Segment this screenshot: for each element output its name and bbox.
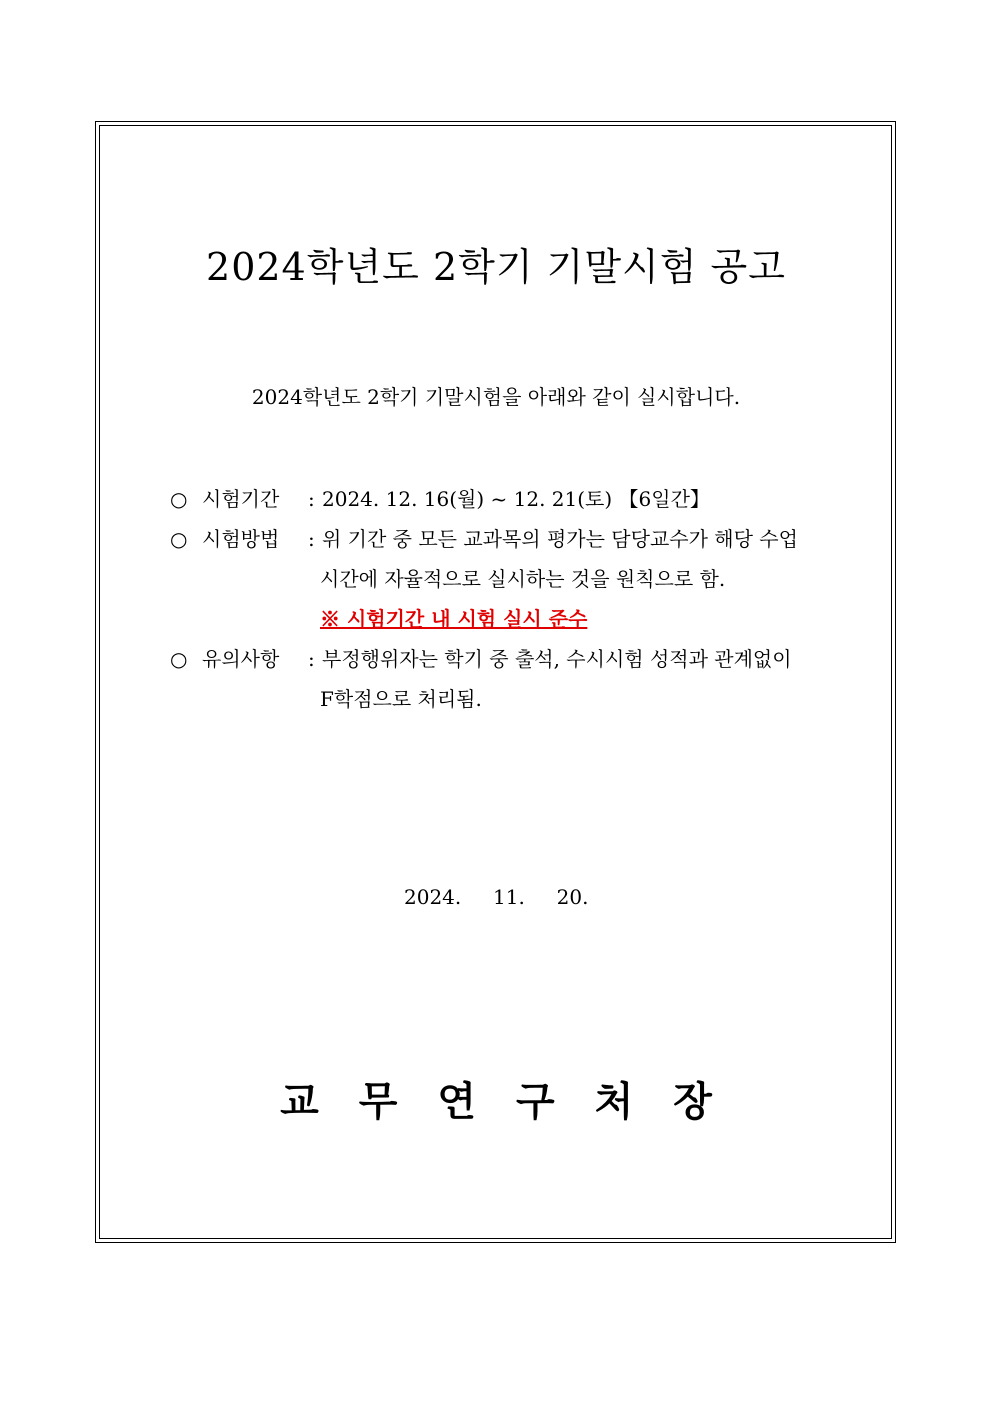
circle-bullet-icon: ○ bbox=[170, 527, 188, 551]
item-exam-method bbox=[170, 522, 890, 562]
item-colon: : bbox=[308, 487, 315, 511]
notice-items bbox=[170, 482, 890, 722]
notice-date: 2024. 11. 20. bbox=[404, 885, 589, 909]
item-label: 유의사항 bbox=[202, 647, 280, 671]
item-warning-line bbox=[170, 602, 890, 642]
item-colon: : bbox=[308, 647, 315, 671]
item-notes bbox=[170, 642, 890, 682]
notice-intro: 2024학년도 2학기 기말시험을 아래와 같이 실시합니다. bbox=[251, 385, 741, 409]
circle-bullet-icon: ○ bbox=[170, 647, 188, 671]
notice-title: 2024학년도 2학기 기말시험 공고 bbox=[206, 245, 786, 289]
notice-issuer: 교무연구처장 bbox=[280, 1078, 752, 1125]
item-text: 2024. 12. 16(월) ~ 12. 21(토) 【6일간】 bbox=[322, 487, 710, 511]
item-exam-period bbox=[170, 482, 890, 522]
item-text: 위 기간 중 모든 교과목의 평가는 담당교수가 해당 수업 bbox=[322, 527, 798, 551]
item-continuation bbox=[170, 682, 890, 722]
circle-bullet-icon: ○ bbox=[170, 487, 188, 511]
item-colon: : bbox=[308, 527, 315, 551]
item-text: 시간에 자율적으로 실시하는 것을 원칙으로 함. bbox=[320, 567, 726, 591]
item-continuation bbox=[170, 562, 890, 602]
exam-period-warning: ※ 시험기간 내 시험 실시 준수 bbox=[320, 607, 588, 631]
item-text: 부정행위자는 학기 중 출석, 수시시험 성적과 관계없이 bbox=[322, 647, 792, 671]
item-label: 시험방법 bbox=[202, 527, 280, 551]
item-text: F학점으로 처리됨. bbox=[320, 687, 482, 711]
item-label: 시험기간 bbox=[202, 487, 280, 511]
